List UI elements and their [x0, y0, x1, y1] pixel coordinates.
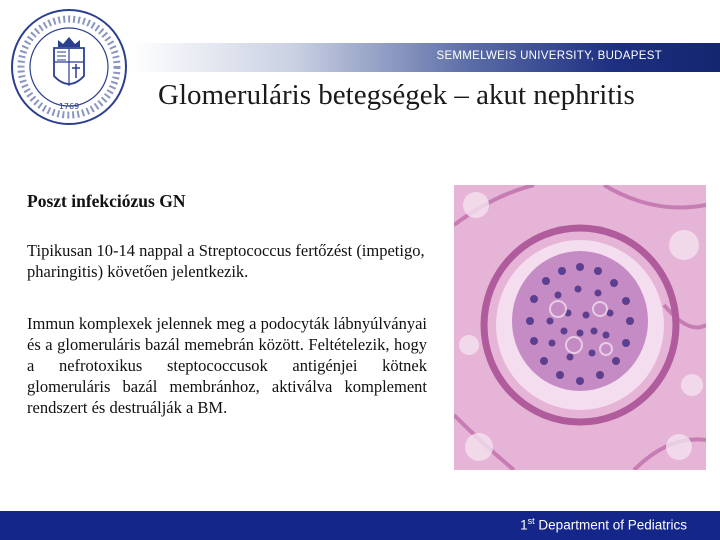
- logo-year: 1769: [58, 102, 80, 111]
- slide-subtitle: Poszt infekciózus GN: [27, 191, 186, 211]
- slide-title: Glomeruláris betegségek – akut nephritis: [158, 79, 635, 111]
- header-band: [130, 43, 720, 72]
- department-ordinal-suffix: st: [527, 516, 535, 526]
- university-seal-icon: [8, 6, 130, 128]
- university-name: SEMMELWEIS UNIVERSITY, BUDAPEST: [436, 50, 662, 62]
- department-ordinal: 1: [520, 517, 528, 533]
- footer-band: [0, 511, 720, 540]
- glomerulus-micrograph: [454, 185, 706, 470]
- paragraph-onset: Tipikusan 10-14 nappal a Streptococcus fertőzést (impetigo, pharingitis) követően jelentkezik.: [27, 241, 425, 281]
- paragraph-pathomechanism: Immun komplexek jelennek meg a podocyták lábnyúlványai és a glomeruláris bazál memebrán között. Feltételezik, hogy a nefrotoxikus steptococcusok antigénjei kötnek glomeruláris bazál membránhoz, aktiválva komplement rendszert és destruálják a BM.: [27, 314, 427, 417]
- department-label: [520, 516, 687, 533]
- department-name: Department of Pediatrics: [534, 517, 687, 533]
